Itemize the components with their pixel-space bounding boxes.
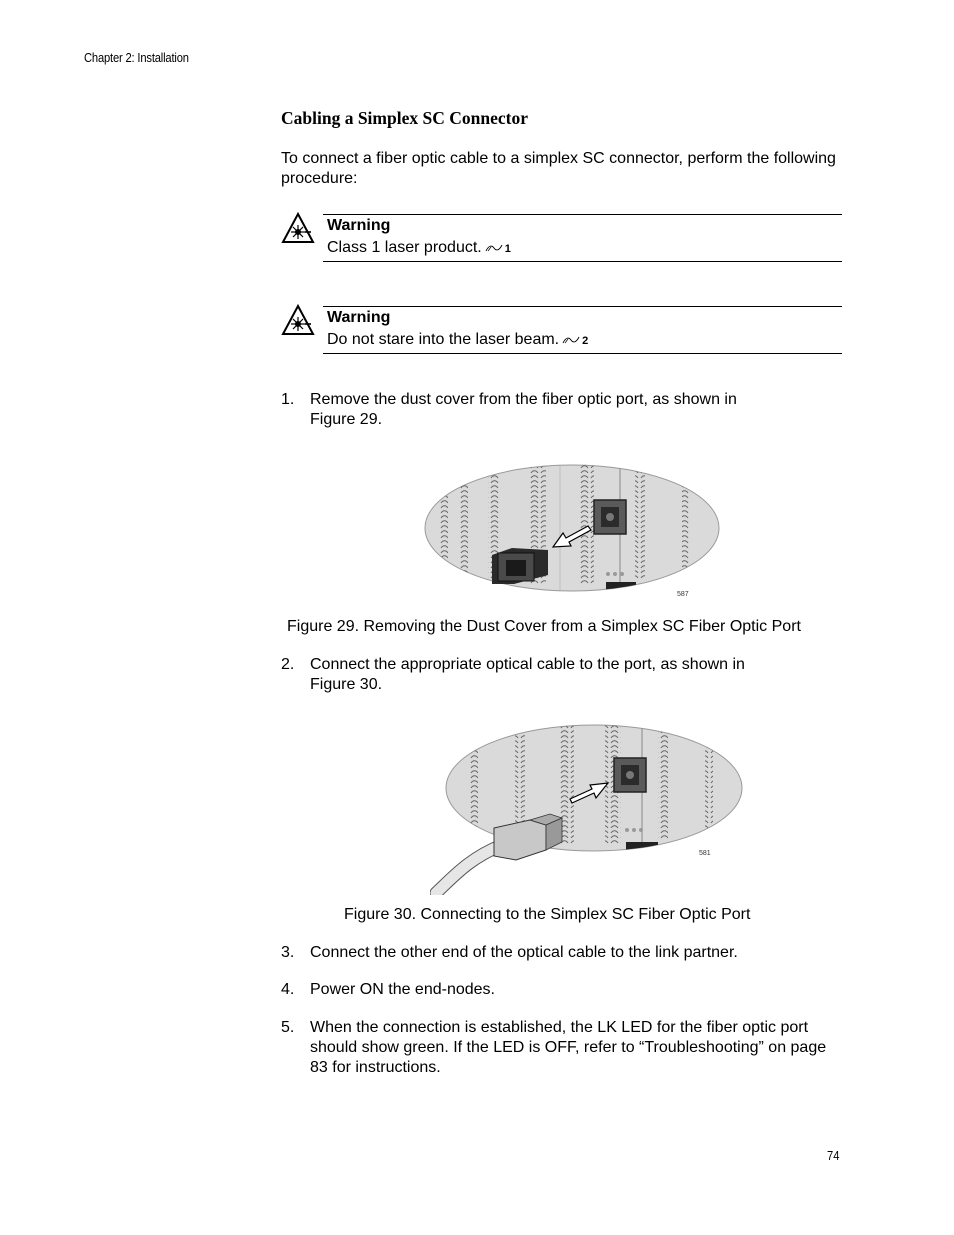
intro-paragraph: To connect a fiber optic cable to a simplex SC connector, perform the following procedure: — [281, 150, 836, 187]
warning-box-2 — [323, 306, 842, 354]
step-text: When the connection is established, the LK LED for the fiber optic port should show green. If the LED is OFF, refer to “Troubleshooting” on page 83 for instructions. — [310, 1019, 827, 1076]
figure-id: 587 — [677, 591, 689, 598]
laser-warning-icon — [281, 304, 315, 336]
section-title: Cabling a Simplex SC Connector — [281, 108, 528, 128]
figure-30-caption: Figure 30. Connecting to the Simplex SC Fiber Optic Port — [344, 906, 751, 923]
step-number: 5. — [281, 1019, 295, 1036]
warning-text: Class 1 laser product. 1 — [327, 239, 511, 256]
warning-ref-number: 1 — [504, 243, 511, 255]
page-number: 74 — [827, 1148, 840, 1163]
warning-box-1 — [323, 214, 842, 262]
warning-label: Warning — [327, 217, 391, 234]
running-header: Chapter 2: Installation — [84, 50, 189, 65]
step-number: 4. — [281, 981, 295, 998]
figure-29-caption: Figure 29. Removing the Dust Cover from a Simplex SC Fiber Optic Port — [287, 618, 801, 635]
step-4 — [281, 980, 841, 1002]
laser-warning-icon — [281, 212, 315, 244]
step-text: Remove the dust cover from the fiber optic port, as shown in Figure 29. — [310, 391, 737, 428]
warning-text: Do not stare into the laser beam. 2 — [327, 331, 589, 348]
step-text: Connect the other end of the optical cable to the link partner. — [310, 944, 738, 961]
figure-id: 581 — [699, 850, 711, 857]
warning-ref-number: 2 — [582, 335, 589, 347]
step-text: Connect the appropriate optical cable to the port, as shown in Figure 30. — [310, 656, 745, 693]
step-number: 2. — [281, 656, 295, 673]
step-2 — [281, 655, 841, 697]
step-number: 1. — [281, 391, 295, 408]
translation-reference-icon — [485, 244, 503, 252]
step-text: Power ON the end-nodes. — [310, 981, 495, 998]
translation-reference-icon — [562, 336, 580, 344]
figure-29-illustration — [420, 460, 725, 605]
step-1 — [281, 390, 841, 432]
figure-30-illustration — [430, 720, 748, 895]
warning-label: Warning — [327, 309, 391, 326]
step-number: 3. — [281, 944, 295, 961]
step-3 — [281, 943, 841, 965]
step-5 — [281, 1018, 841, 1080]
